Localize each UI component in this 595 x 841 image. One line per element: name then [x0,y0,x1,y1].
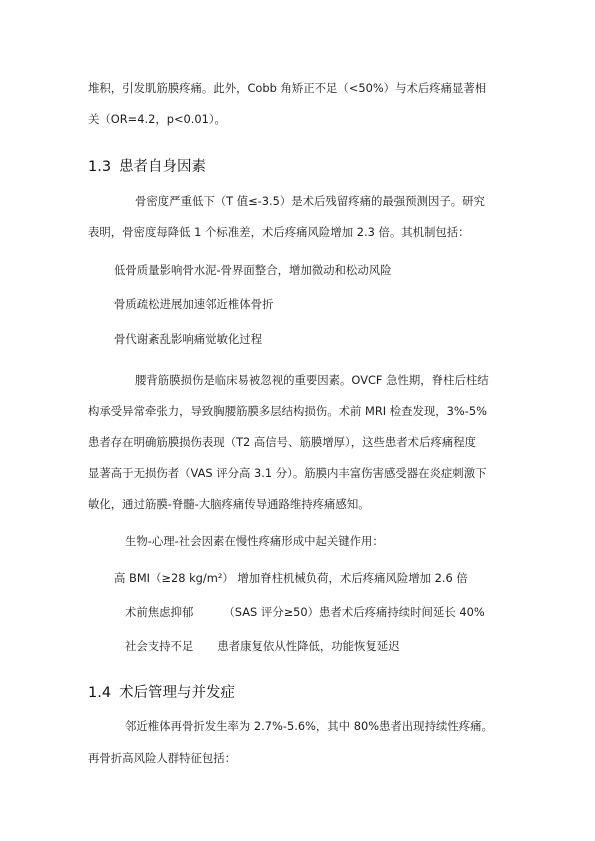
paragraph-line: 再骨折高风险人群特征包括： [88,751,237,765]
factor-label: 术前焦虑抑郁 [125,605,194,619]
list-item: 骨质疏松进展加速邻近椎体骨折 [114,297,274,311]
section-heading-1-4 [88,683,235,703]
paragraph-line: 敏化，通过筋膜-脊髓-大脑疼痛传导通路维持疼痛感知。 [88,497,370,511]
list-item: 骨代谢紊乱影响痛觉敏化过程 [114,332,263,346]
list-item [125,638,400,654]
paragraph-line: 生物-心理-社会因素在慢性疼痛形成中起关键作用： [125,534,384,548]
paragraph-line: 堆积，引发肌筋膜疼痛。此外，Cobb 角矫正不足（<50%）与术后疼痛显著相 [88,81,487,95]
factor-label: 高 BMI（≥28 kg/m²） [114,571,234,585]
section-title: 患者自身因素 [119,159,207,175]
factor-text: （SAS 评分≥50）患者术后疼痛持续时间延长 40% [223,605,485,619]
paragraph-line: 构承受异常牵张力，导致胸腰筋膜多层结构损伤。术前 MRI 检查发现，3%-5% [88,404,487,418]
paragraph-line: 骨密度严重低下（T 值≤-3.5）是术后残留疼痛的最强预测因子。研究 [135,194,485,208]
list-item: 低骨质量影响骨水泥-骨界面整合，增加微动和松动风险 [114,263,392,277]
section-heading-1-3 [88,157,206,177]
list-item [125,604,485,620]
list-item [114,570,468,586]
paragraph-line: 腰背筋膜损伤是临床易被忽视的重要因素。OVCF 急性期，脊柱后柱结 [135,373,489,387]
factor-text: 增加脊柱机械负荷，术后疼痛风险增加 2.6 倍 [237,571,468,585]
section-title: 术后管理与并发症 [119,685,236,701]
paragraph-line: 邻近椎体再骨折发生率为 2.7%-5.6%，其中 80%患者出现持续性疼痛。 [125,719,493,733]
paragraph-line: 显著高于无损伤者（VAS 评分高 3.1 分）。筋膜内丰富伤害感受器在炎症刺激下 [88,466,487,480]
factor-label: 社会支持不足 [125,639,194,653]
paragraph-line: 关（OR=4.2，p<0.01）。 [88,112,226,126]
paragraph-line: 患者存在明确筋膜损伤表现（T2 高信号、筋膜增厚），这些患者术后疼痛程度 [88,435,477,449]
paragraph-line: 表明，骨密度每降低 1 个标准差，术后疼痛风险增加 2.3 倍。其机制包括： [88,225,470,239]
factor-text: 患者康复依从性降低，功能恢复延迟 [217,639,400,653]
section-number: 1.4 [88,685,112,701]
section-number: 1.3 [88,159,112,175]
